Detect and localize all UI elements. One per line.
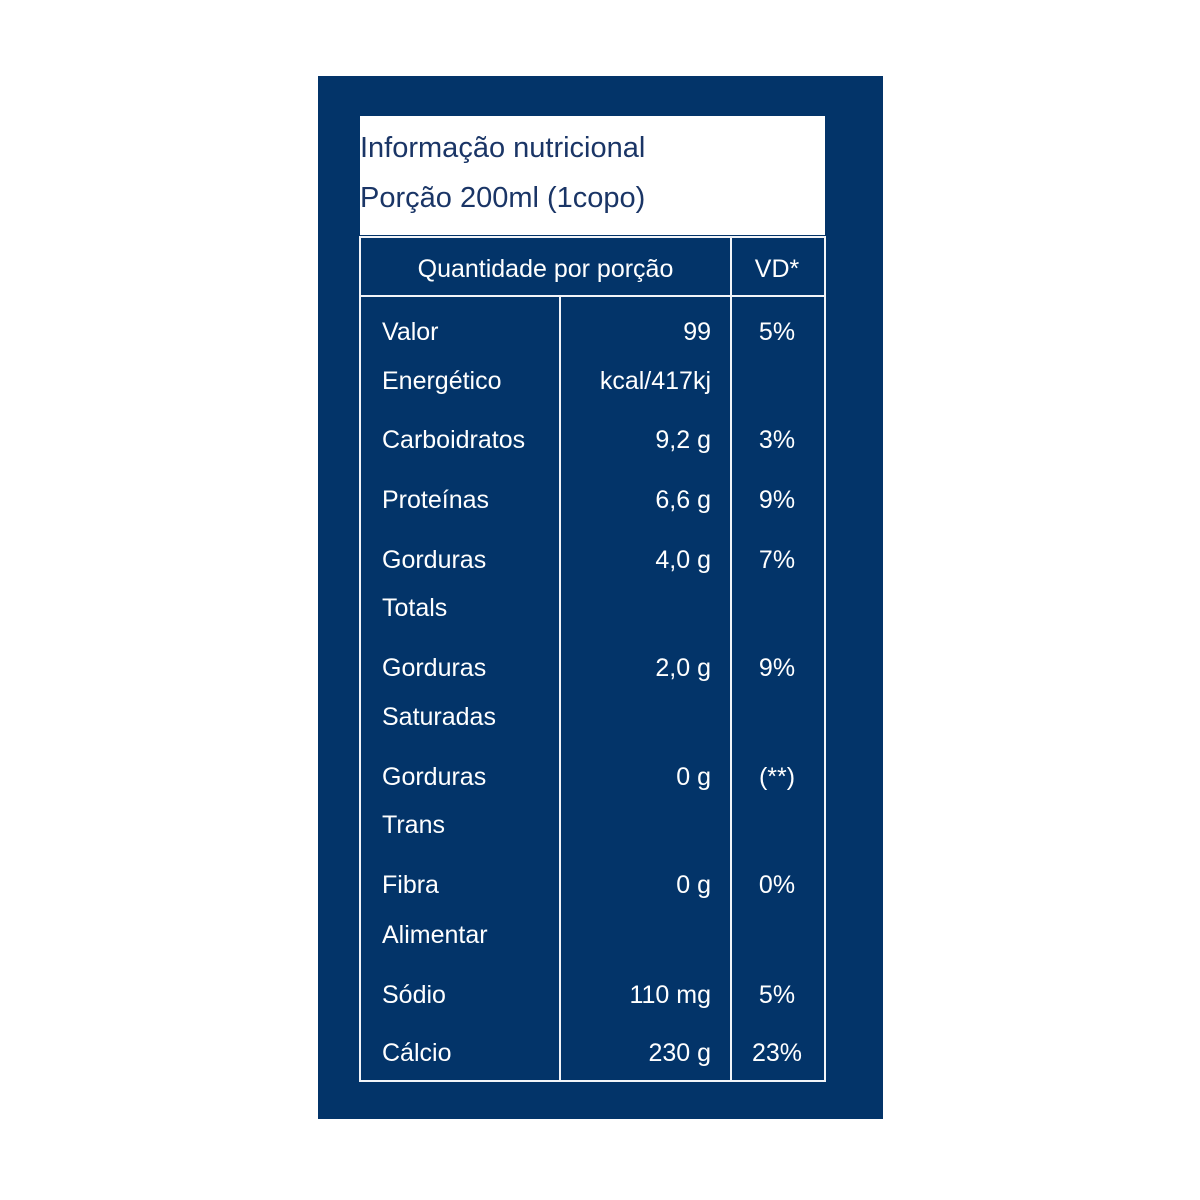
nutrient-vd: 0% xyxy=(758,871,796,899)
nutrient-vd: 7% xyxy=(758,546,796,574)
nutrient-vd: 5% xyxy=(758,318,796,346)
nutrient-vd: 5% xyxy=(758,981,796,1009)
nutrient-name: Gorduras xyxy=(382,763,487,791)
nutrient-name: Gorduras xyxy=(382,546,487,574)
nutrient-name-line2: Saturadas xyxy=(382,703,496,731)
nutrition-title: Informação nutricional xyxy=(360,132,646,164)
amount-column-divider xyxy=(559,296,561,1080)
nutrient-amount: 0 g xyxy=(676,763,711,791)
column-header-quantity: Quantidade por porção xyxy=(417,255,674,283)
nutrient-amount: 2,0 g xyxy=(655,654,711,682)
nutrient-amount-line2: kcal/417kj xyxy=(599,367,711,395)
nutrient-vd: 9% xyxy=(758,486,796,514)
nutrient-name: Gorduras xyxy=(382,654,487,682)
nutrient-name: Proteínas xyxy=(382,486,490,514)
nutrient-name-line2: Totals xyxy=(382,594,448,622)
nutrient-name: Cálcio xyxy=(382,1039,452,1067)
nutrient-name-line2: Trans xyxy=(382,811,445,839)
nutrient-vd: 23% xyxy=(751,1039,803,1067)
nutrient-name-line2: Alimentar xyxy=(382,921,488,949)
column-header-divider xyxy=(359,295,824,297)
nutrient-name-line2: Energético xyxy=(382,367,502,395)
nutrient-amount: 6,6 g xyxy=(655,486,711,514)
portion-size: Porção 200ml (1copo) xyxy=(360,182,646,214)
column-header-vd: VD* xyxy=(754,255,800,283)
nutrient-vd: (**) xyxy=(758,763,796,791)
nutrient-amount: 230 g xyxy=(648,1039,711,1067)
nutrient-amount: 110 mg xyxy=(629,981,711,1009)
nutrient-name: Sódio xyxy=(382,981,446,1009)
nutrient-amount: 4,0 g xyxy=(655,546,711,574)
nutrient-amount: 0 g xyxy=(676,871,711,899)
nutrient-name: Fibra xyxy=(382,871,439,899)
nutrient-name: Valor xyxy=(382,318,439,346)
nutrient-vd: 3% xyxy=(758,426,796,454)
nutrient-amount: 99 xyxy=(683,318,711,346)
nutrient-amount: 9,2 g xyxy=(655,426,711,454)
nutrient-name: Carboidratos xyxy=(382,426,526,454)
nutrient-vd: 9% xyxy=(758,654,796,682)
